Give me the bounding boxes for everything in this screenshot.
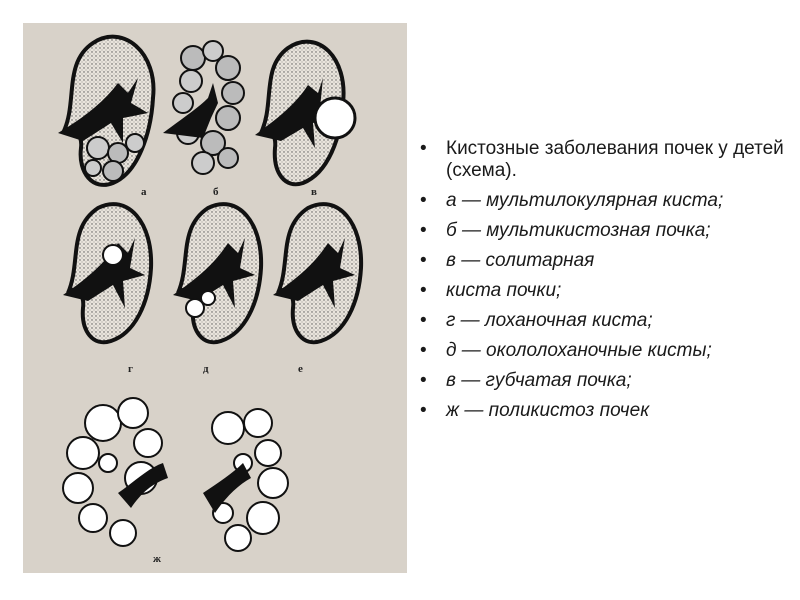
kidney-d <box>173 204 261 342</box>
label-b: б <box>213 186 219 198</box>
bullet-icon: • <box>420 400 427 421</box>
kidney-v <box>255 42 355 185</box>
label-zh: ж <box>153 553 161 565</box>
bullet-item <box>418 138 788 182</box>
label-d: д <box>203 363 209 375</box>
bullet-icon: • <box>420 310 427 331</box>
bullet-text: в — солитарная <box>446 250 595 271</box>
kidney-b <box>163 41 244 174</box>
bullet-item <box>418 250 788 272</box>
bullet-item <box>418 310 788 332</box>
bullet-text: в — губчатая почка; <box>446 370 632 391</box>
bullet-text: а — мультилокулярная киста; <box>446 190 724 211</box>
bullet-list <box>418 138 788 430</box>
bullet-icon: • <box>420 250 427 271</box>
kidney-diagram-svg <box>23 23 407 573</box>
bullet-item <box>418 340 788 362</box>
bullet-icon: • <box>420 190 427 211</box>
bullet-item <box>418 400 788 422</box>
bullet-text: г — лоханочная киста; <box>446 310 653 331</box>
kidney-a <box>58 37 153 185</box>
label-a: а <box>141 186 147 198</box>
label-e: е <box>298 363 303 375</box>
bullet-item <box>418 370 788 392</box>
bullet-text: б — мультикистозная почка; <box>446 220 711 241</box>
bullet-icon: • <box>420 340 427 361</box>
kidney-zh-right <box>203 409 288 551</box>
bullet-text: киста почки; <box>446 280 562 301</box>
bullet-icon: • <box>420 370 427 391</box>
kidney-diagram-figure <box>23 23 407 573</box>
bullet-item <box>418 220 788 242</box>
bullet-icon: • <box>420 220 427 241</box>
bullet-text: ж — поликистоз почек <box>446 400 650 421</box>
bullet-text: Кистозные заболевания почек у детей (схема). <box>446 138 784 181</box>
bullet-item <box>418 190 788 212</box>
label-g: г <box>128 363 133 375</box>
kidney-zh-left <box>63 398 168 546</box>
bullet-icon: • <box>420 138 427 159</box>
bullet-icon: • <box>420 280 427 301</box>
bullet-text: д — окололоханочные кисты; <box>446 340 712 361</box>
label-v: в <box>311 186 317 198</box>
bullet-item <box>418 280 788 302</box>
kidney-e <box>273 204 361 342</box>
kidney-g <box>63 204 151 342</box>
